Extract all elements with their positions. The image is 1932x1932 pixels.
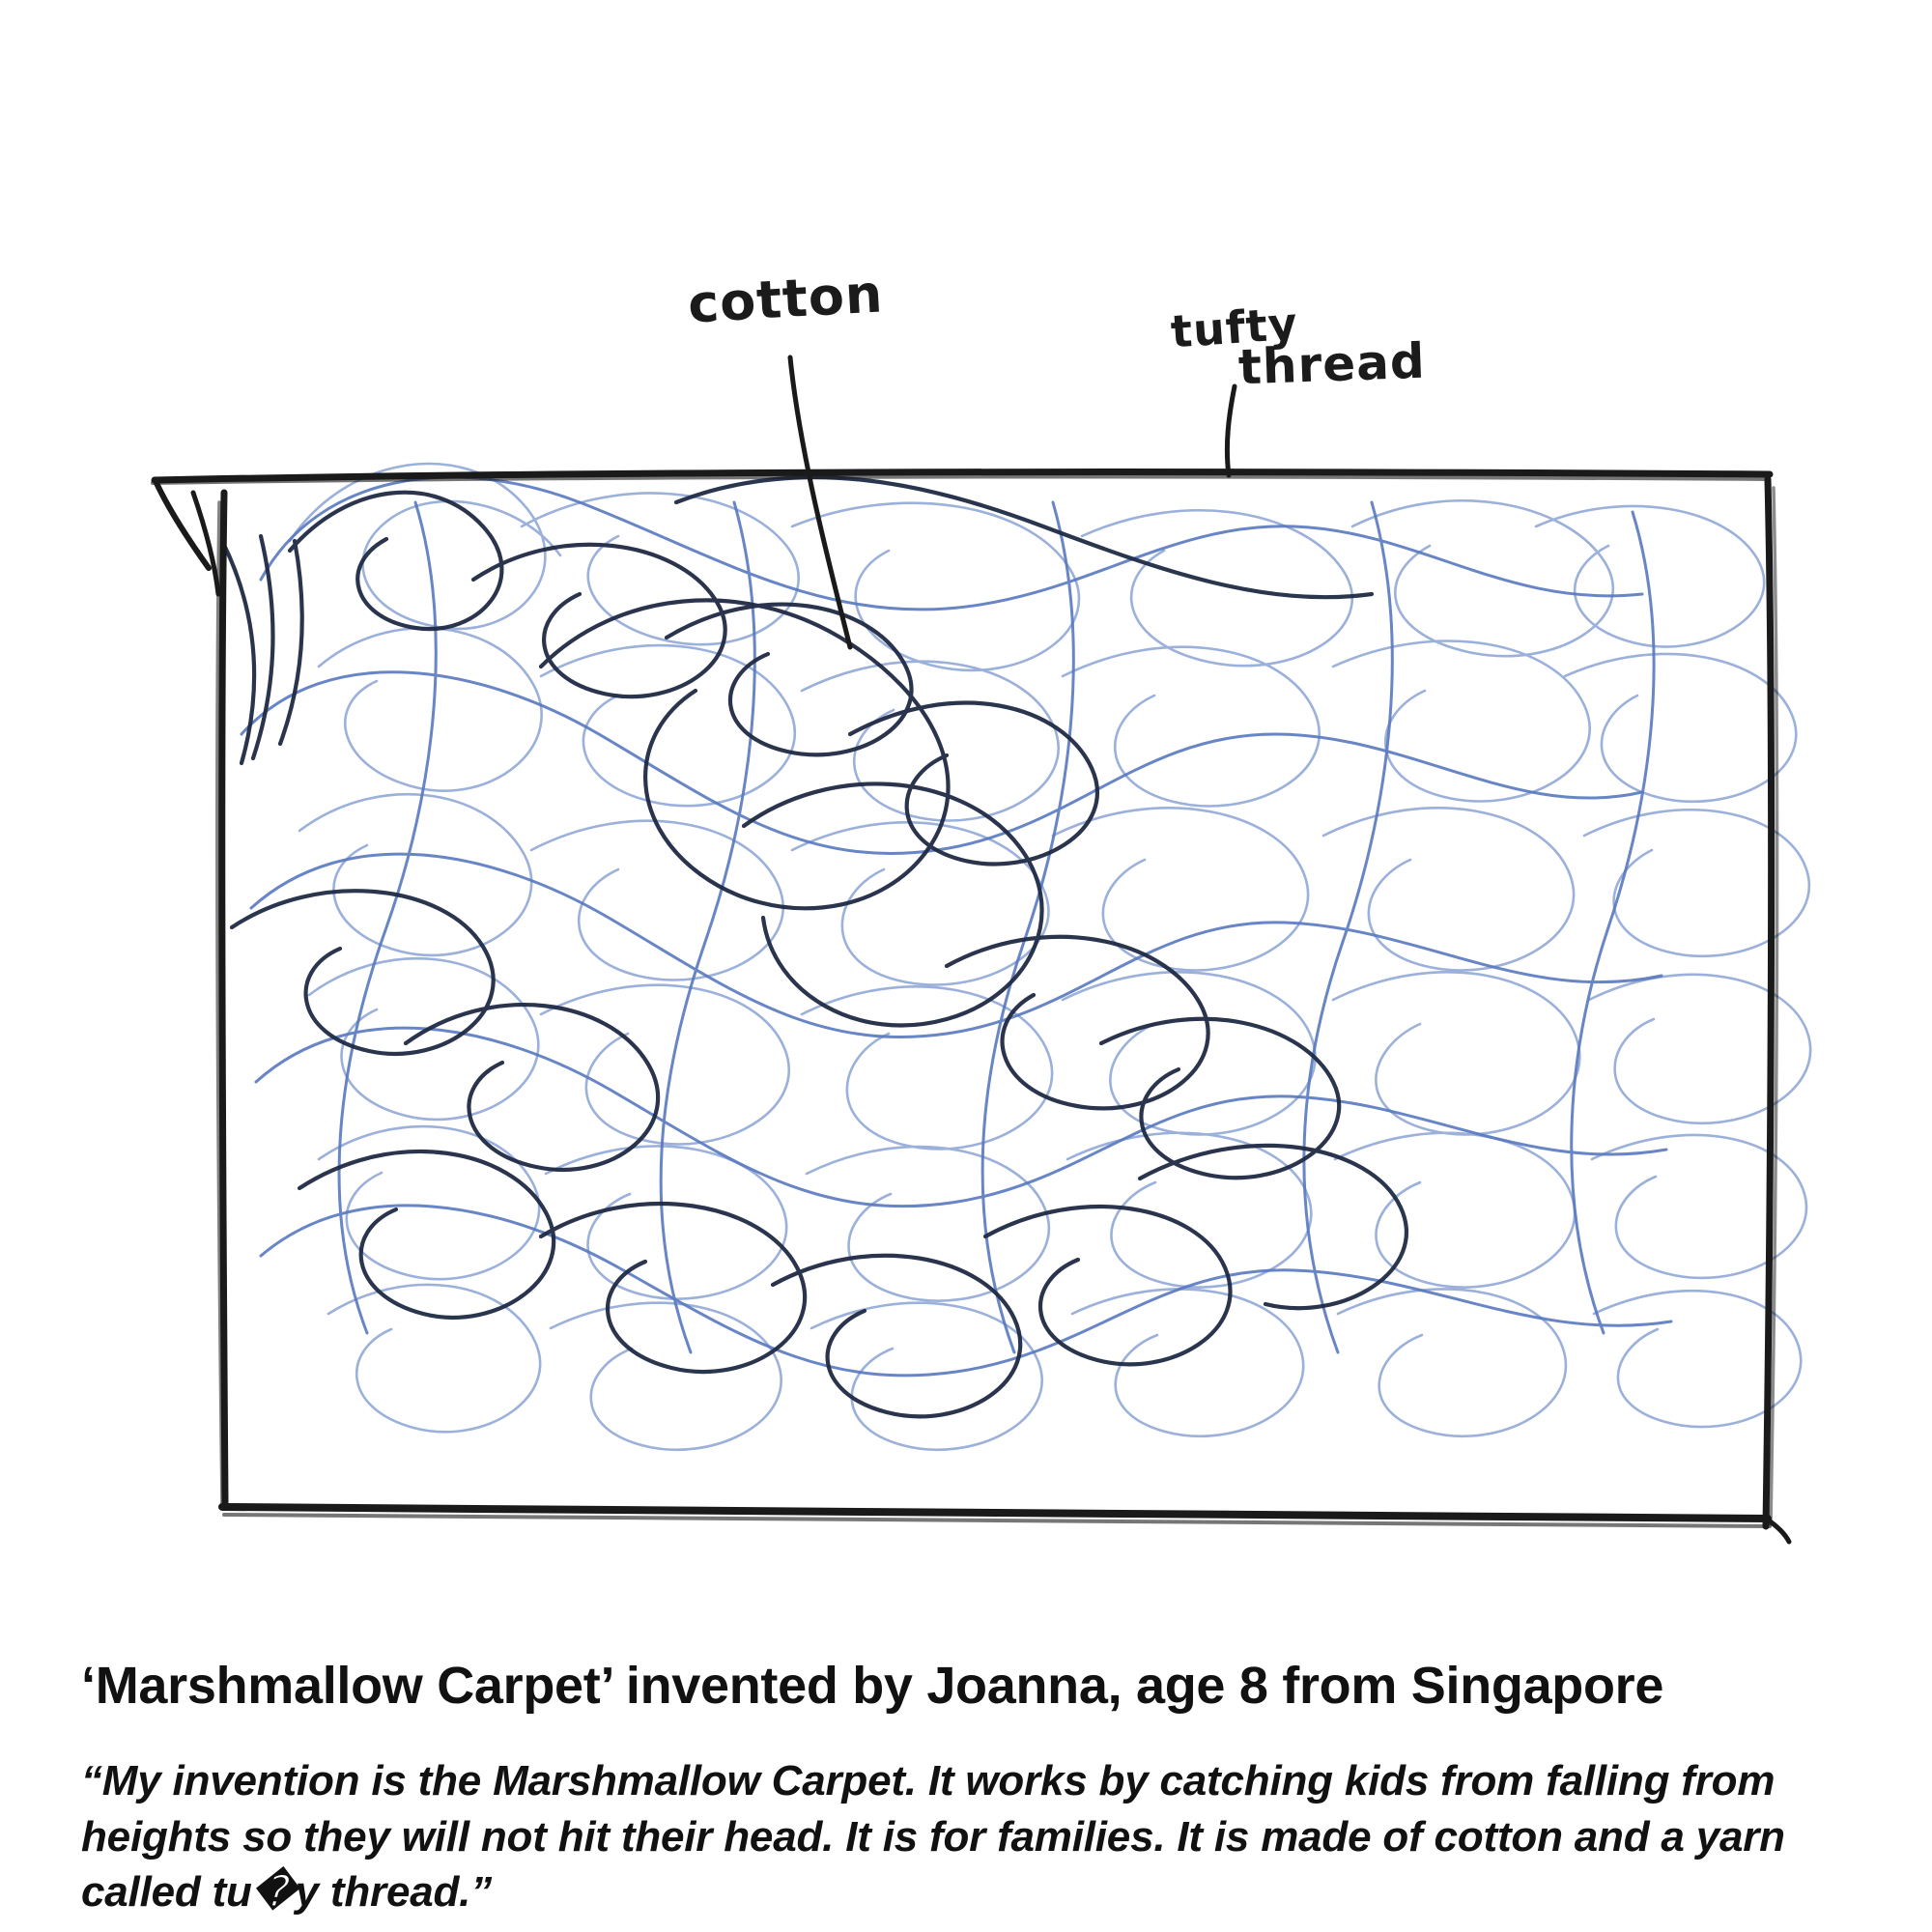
- annotation-label-thread: thread: [1237, 332, 1427, 396]
- scribble-light-blue: [290, 464, 1810, 1450]
- scribble-dark: [222, 477, 1406, 1416]
- thread-leader-line: [1227, 386, 1235, 475]
- annotation-label-tufty: tufty: [1169, 297, 1300, 358]
- sketch-frame: [153, 472, 1789, 1542]
- caption-block: [81, 1657, 1897, 1919]
- caption-title: ‘Marshmallow Carpet’ invented by Joanna, age 8 from Singapore: [81, 1657, 1664, 1715]
- scribble-blue: [242, 477, 1671, 1376]
- caption-quote: “My invention is the Marshmallow Carpet. It works by catching kids from falling from heights so they will not hit their head. It is for families. It is made of cotton and a yarn called tu�y thread.”: [81, 1757, 1785, 1916]
- annotation-label-cotton: cotton: [686, 263, 885, 335]
